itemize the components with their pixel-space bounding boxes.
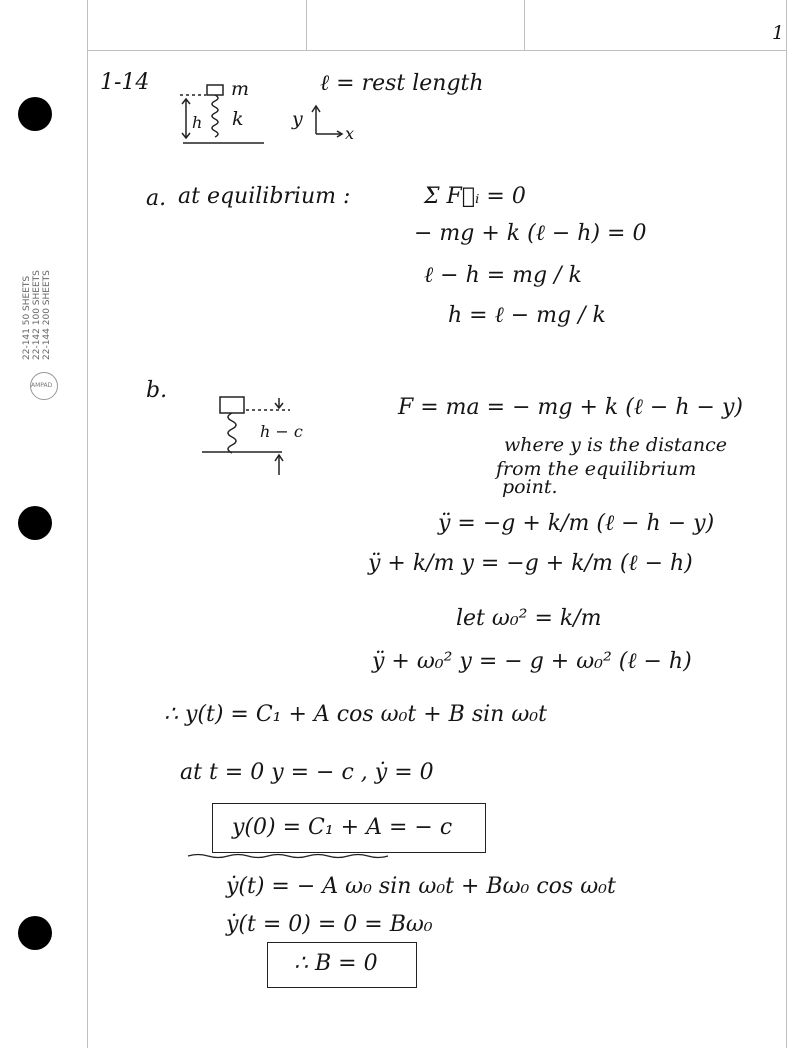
general-solution: ∴ y(t) = C₁ + A cos ω₀t + B sin ω₀t [164,702,547,727]
x-axis-label: x [345,124,355,143]
equation-line: h = ℓ − mg / k [448,303,606,328]
part-a-heading: at equilibrium : [178,184,351,209]
force-equation: F = ma = − mg + k (ℓ − h − y) [398,395,743,420]
equation-line: Σ F⃗ᵢ = 0 [424,184,526,209]
derivative-equation: ẏ(t) = − A ω₀ sin ω₀t + Bω₀ cos ω₀t [226,874,616,899]
rest-length-note: ℓ = rest length [320,71,484,96]
mass-label: m [231,78,250,100]
boxed-equation: y(0) = C₁ + A = − c [232,815,453,840]
brand-logo-text: AMPAD [31,382,53,389]
y-axis-label: y [292,108,303,130]
note-line: where y is the distance [504,434,727,456]
height-label: h [192,113,203,132]
derivative-at-zero: ẏ(t = 0) = 0 = Bω₀ [226,912,433,937]
note-line: point. [502,476,558,498]
part-b-label: b. [146,378,168,403]
equation-line: let ω₀² = k/m [456,606,602,631]
equation-line: ÿ + ω₀² y = − g + ω₀² (ℓ − h) [372,649,692,674]
spring-constant-label: k [232,108,244,130]
equation-line: ÿ + k/m y = −g + k/m (ℓ − h) [368,551,693,576]
equation-line: − mg + k (ℓ − h) = 0 [414,221,647,246]
paper-brand-label: 22-141 50 SHEETS 22-142 100 SHEETS 22-144 200 SHEETS [22,270,52,360]
page-number: 1 [772,22,785,44]
problem-number: 1-14 [100,70,150,95]
equation-line: ℓ − h = mg / k [424,263,582,288]
initial-conditions: at t = 0 y = − c , ẏ = 0 [180,760,434,785]
equation-line: ÿ = −g + k/m (ℓ − h − y) [438,511,715,536]
boxed-equation: ∴ B = 0 [294,951,378,976]
note-line: from the equilibrium [496,458,697,480]
offset-label: h − c [260,422,303,441]
part-a-label: a. [146,186,167,211]
